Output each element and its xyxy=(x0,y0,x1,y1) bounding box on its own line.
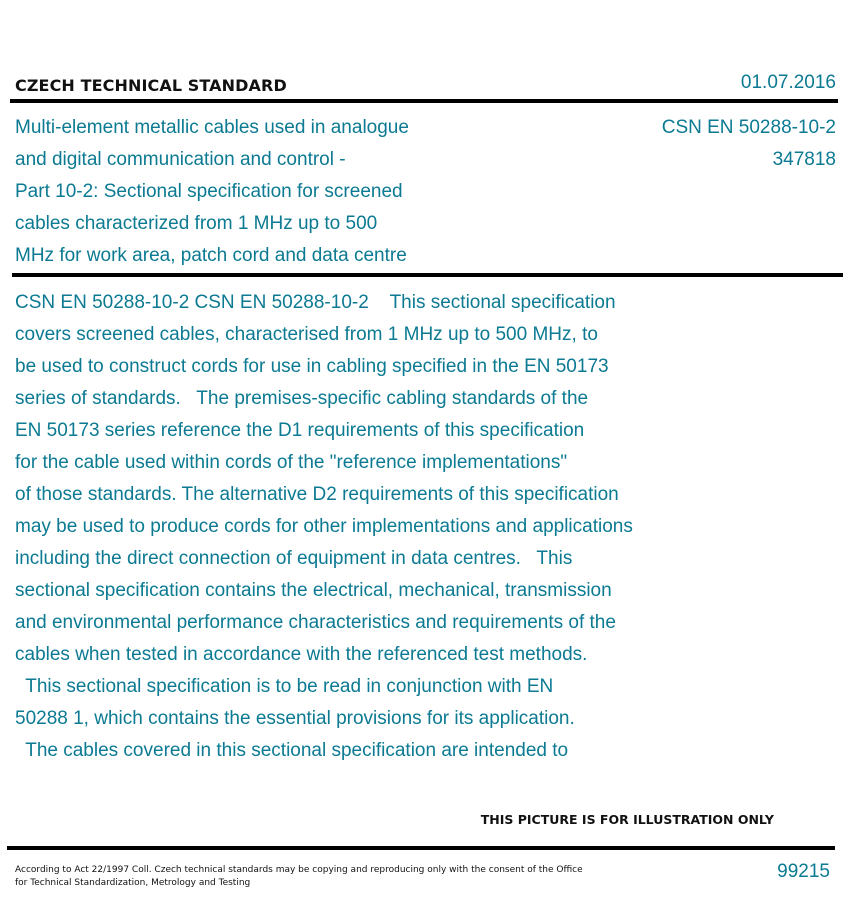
standard-type-label: CZECH TECHNICAL STANDARD xyxy=(15,76,287,95)
legal-notice xyxy=(15,864,615,890)
header-divider xyxy=(10,99,838,103)
abstract-line: including the direct connection of equipment in data centres. This xyxy=(15,548,573,569)
abstract-line: of those standards. The alternative D2 requirements of this specification xyxy=(15,484,619,505)
title-line: MHz for work area, patch cord and data centre xyxy=(15,245,407,266)
abstract-line: and environmental performance characteristics and requirements of the xyxy=(15,612,616,633)
document-title xyxy=(15,112,485,272)
abstract-line: EN 50173 series reference the D1 requirements of this specification xyxy=(15,420,585,441)
catalog-number: 99215 xyxy=(777,861,830,882)
abstract-line: 50288 1, which contains the essential provisions for its application. xyxy=(15,708,575,729)
title-line: Part 10-2: Sectional specification for screened xyxy=(15,181,403,202)
legal-line: According to Act 22/1997 Coll. Czech technical standards may be copying and reproducing only with the consent of the Office xyxy=(15,865,583,875)
title-line: cables characterized from 1 MHz up to 500 xyxy=(15,213,378,234)
abstract-line: for the cable used within cords of the "reference implementations" xyxy=(15,452,568,473)
standard-code: CSN EN 50288-10-2 xyxy=(661,117,836,138)
title-line: and digital communication and control - xyxy=(15,149,346,170)
abstract-line: This sectional specification is to be read in conjunction with EN xyxy=(15,676,554,697)
abstract-text xyxy=(15,287,745,767)
illustration-note: THIS PICTURE IS FOR ILLUSTRATION ONLY xyxy=(480,812,774,827)
footer-divider xyxy=(7,846,835,850)
abstract-line: The cables covered in this sectional specification are intended to xyxy=(15,740,569,761)
abstract-line: covers screened cables, characterised from 1 MHz up to 500 MHz, to xyxy=(15,324,598,345)
abstract-line: be used to construct cords for use in cabling specified in the EN 50173 xyxy=(15,356,609,377)
abstract-line: series of standards. The premises-specific cabling standards of the xyxy=(15,388,589,409)
standard-codes xyxy=(662,112,836,176)
class-number: 347818 xyxy=(772,149,836,170)
issue-date: 01.07.2016 xyxy=(740,72,836,93)
abstract-line: CSN EN 50288-10-2 CSN EN 50288-10-2 This sectional specification xyxy=(15,292,616,313)
abstract-line: may be used to produce cords for other implementations and applications xyxy=(15,516,633,537)
title-divider xyxy=(12,273,843,277)
abstract-line: sectional specification contains the electrical, mechanical, transmission xyxy=(15,580,612,601)
abstract-line: cables when tested in accordance with the referenced test methods. xyxy=(15,644,588,665)
title-line: Multi-element metallic cables used in analogue xyxy=(15,117,409,138)
legal-line: for Technical Standardization, Metrology and Testing xyxy=(15,878,251,888)
